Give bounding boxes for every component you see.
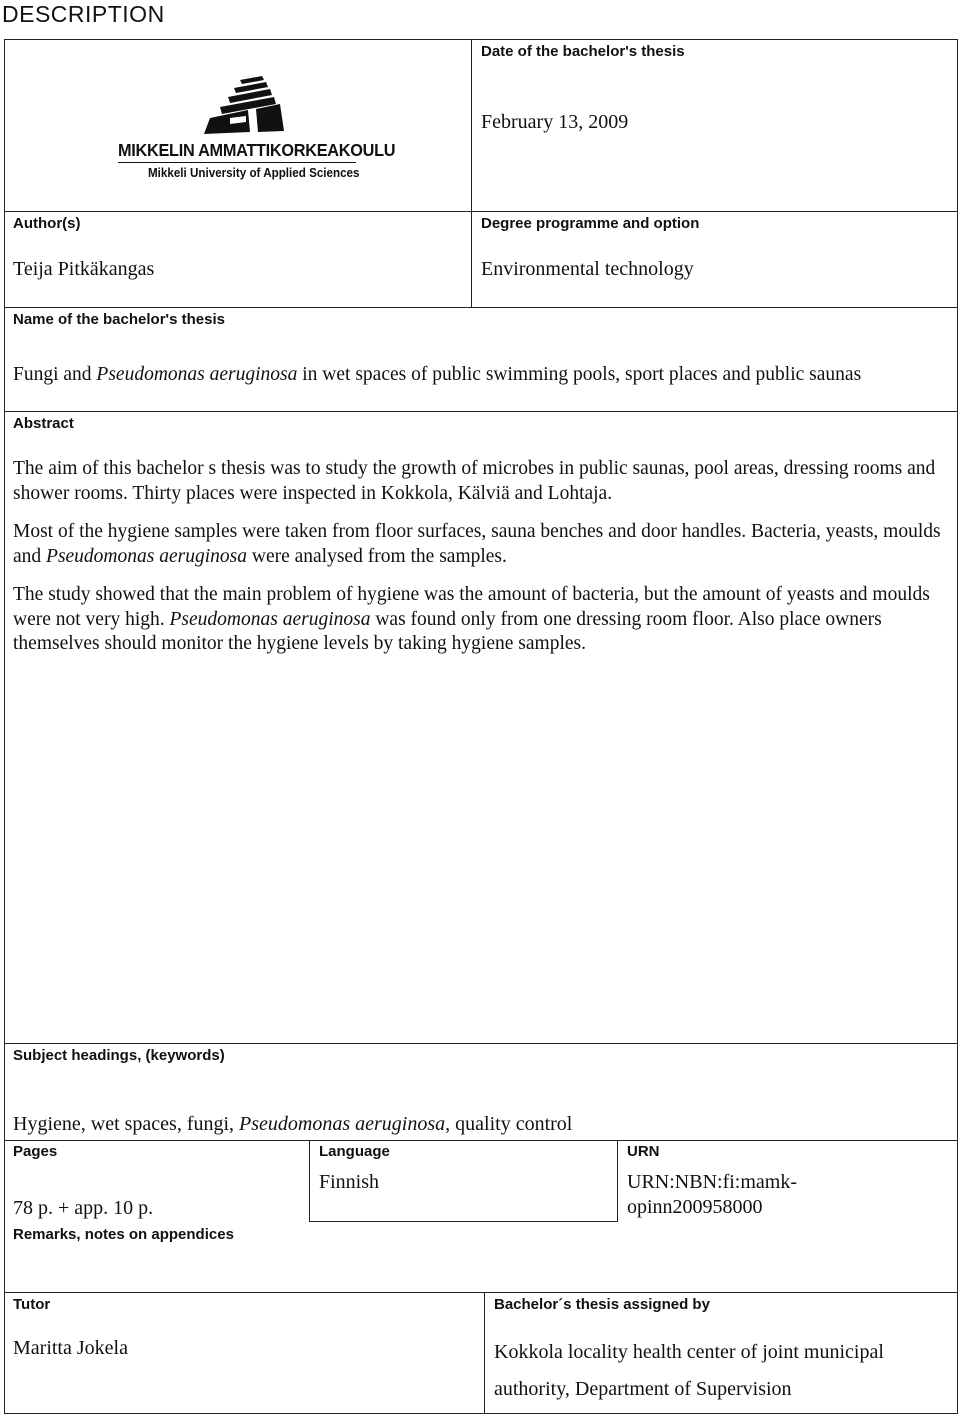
row-divider-author (4, 211, 958, 212)
abstract-body (13, 457, 949, 671)
pages-language-divider (309, 1140, 310, 1222)
header-divider (471, 39, 472, 308)
abstract-label: Abstract (13, 415, 74, 432)
thesis-name-value (13, 364, 861, 386)
urn-value-line2: opinn200958000 (627, 1196, 763, 1218)
degree-value: Environmental technology (481, 258, 694, 280)
tutor-value: Maritta Jokela (13, 1337, 128, 1359)
tutor-label: Tutor (13, 1296, 51, 1313)
frame-top-border (4, 39, 958, 40)
thesis-name-part1: Fungi and (13, 364, 97, 385)
degree-label: Degree programme and option (481, 215, 700, 232)
language-value: Finnish (319, 1171, 380, 1193)
abstract-p2-part2: were analysed from the samples. (246, 545, 507, 567)
abstract-paragraph-3 (13, 583, 949, 657)
keywords-part1: Hygiene, wet spaces, fungi, (13, 1113, 240, 1135)
keywords-value (13, 1113, 572, 1136)
pages-value: 78 p. + app. 10 p. (13, 1197, 154, 1219)
keywords-italic: Pseudomonas aeruginosa (239, 1113, 446, 1135)
date-value: February 13, 2009 (481, 111, 629, 133)
abstract-p3-part2: was found only from one dressing room floor. Also place owners themselves should monitor the hygiene levels by taking hygiene samples. (13, 608, 882, 654)
urn-label: URN (627, 1143, 660, 1160)
thesis-name-label: Name of the bachelor's thesis (13, 311, 225, 328)
assigned-label: Bachelor´s thesis assigned by (494, 1296, 710, 1313)
row-divider-pages (4, 1140, 958, 1141)
assigned-value-line2: authority, Department of Supervision (494, 1378, 792, 1400)
abstract-paragraph-1: The aim of this bachelor s thesis was to study the growth of microbes in public saunas, pool areas, dressing rooms and shower rooms. Thirty places were inspected in Kokkola, Kälviä and Lohtaja. (13, 458, 936, 504)
author-label: Author(s) (13, 215, 81, 232)
university-logo (118, 76, 396, 186)
abstract-p2-italic: Pseudomonas aeruginosa (46, 545, 247, 567)
frame-bottom-border (4, 1413, 958, 1414)
row-divider-tutor (4, 1292, 958, 1293)
row-divider-thesis-name (4, 307, 958, 308)
assigned-value-line1: Kokkola locality health center of joint municipal (494, 1341, 884, 1363)
abstract-p2-part1: Most of the hygiene samples were taken from floor surfaces, sauna benches and door handles. Bacteria, yeasts, moulds and (13, 521, 941, 567)
abstract-p3-part1: The study showed that the main problem of hygiene was the amount of bacteria, but the amount of yeasts and moulds were not very high. (13, 584, 930, 630)
thesis-name-part2: in wet spaces of public swimming pools, sport places and public saunas (297, 364, 862, 385)
urn-value-line1: URN:NBN:fi:mamk- (627, 1171, 797, 1193)
abstract-paragraph-2 (13, 520, 949, 569)
language-urn-bottom (309, 1221, 618, 1222)
logo-emblem-icon (200, 76, 310, 138)
keywords-label: Subject headings, (keywords) (13, 1047, 225, 1064)
language-label: Language (319, 1143, 390, 1160)
date-label: Date of the bachelor's thesis (481, 43, 685, 60)
author-value: Teija Pitkäkangas (13, 258, 155, 280)
abstract-p3-italic: Pseudomonas aeruginosa (169, 608, 371, 630)
logo-underline (118, 162, 356, 163)
row-divider-keywords (4, 1043, 958, 1044)
logo-subtitle: Mikkeli University of Applied Sciences (148, 166, 360, 180)
tutor-assigned-divider (484, 1292, 485, 1414)
keywords-part2: , quality control (445, 1113, 573, 1135)
frame-left-border (4, 39, 5, 1414)
pages-label: Pages (13, 1143, 58, 1160)
remarks-label: Remarks, notes on appendices (13, 1226, 234, 1243)
frame-right-border (957, 39, 958, 1414)
thesis-name-italic: Pseudomonas aeruginosa (96, 364, 298, 385)
page-title: DESCRIPTION (2, 1, 165, 27)
logo-name: MIKKELIN AMMATTIKORKEAKOULU (118, 140, 396, 160)
row-divider-abstract (4, 411, 958, 412)
language-urn-divider (617, 1140, 618, 1222)
